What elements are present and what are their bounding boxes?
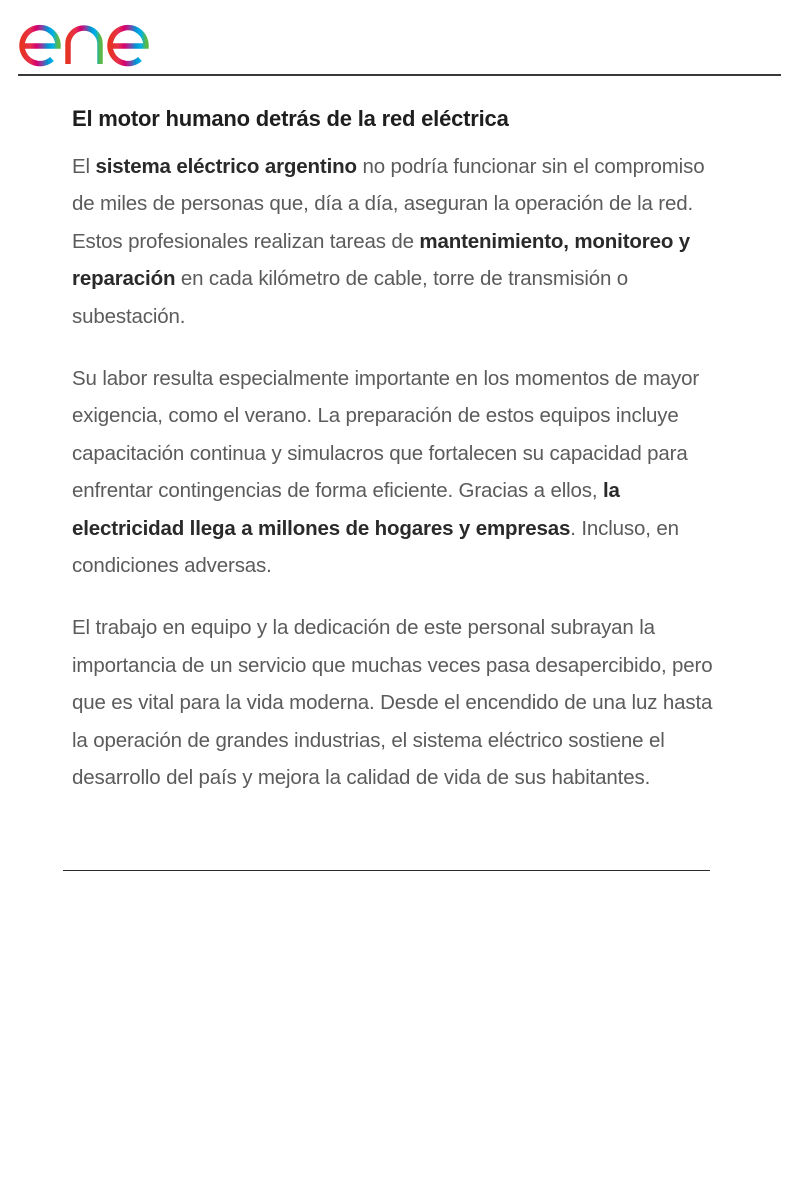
footer-divider bbox=[63, 870, 710, 871]
article-title: El motor humano detrás de la red eléctrica bbox=[72, 106, 509, 131]
text-segment: en cada kilómetro de cable, torre de transmisión o subestación. bbox=[72, 267, 629, 328]
article bbox=[72, 104, 722, 822]
enel-logo[interactable] bbox=[16, 8, 172, 70]
text-segment: no podría funcionar sin el compromiso de miles de personas que, día a día, aseguran la operación de la red. Estos profesionales realizan tareas de bbox=[72, 155, 705, 253]
text-segment: El bbox=[72, 155, 96, 178]
paragraph-1 bbox=[72, 148, 722, 335]
text-segment-bold: mantenimiento, monitoreo y reparación bbox=[72, 229, 691, 291]
text-segment: . Incluso, en condiciones adversas. bbox=[72, 516, 679, 578]
text-segment: Su labor resulta especialmente importante en los momentos de mayor exigencia, como el verano. La preparación de estos equipos incluye capacitación continua y simulacros que fortalecen su capacidad para enfrentar contingencias de forma eficiente. Gracias a ellos, bbox=[72, 367, 700, 503]
text-segment-bold: la electricidad llega a millones de hogares y empresas bbox=[72, 479, 620, 540]
header-divider bbox=[18, 74, 781, 76]
paragraph-2 bbox=[72, 360, 722, 584]
text-segment-bold: sistema eléctrico argentino bbox=[95, 155, 357, 178]
paragraph-3 bbox=[72, 609, 722, 796]
header bbox=[0, 0, 800, 76]
text-segment: El trabajo en equipo y la dedicación de este personal subrayan la importancia de un servicio que muchas veces pasa desapercibido, pero que es vital para la vida moderna. Desde el encendido de una luz hasta la operación de grandes industrias, el sistema eléctrico sostiene el desarrollo del país y mejora la calidad de vida de sus habitantes. bbox=[72, 616, 713, 790]
